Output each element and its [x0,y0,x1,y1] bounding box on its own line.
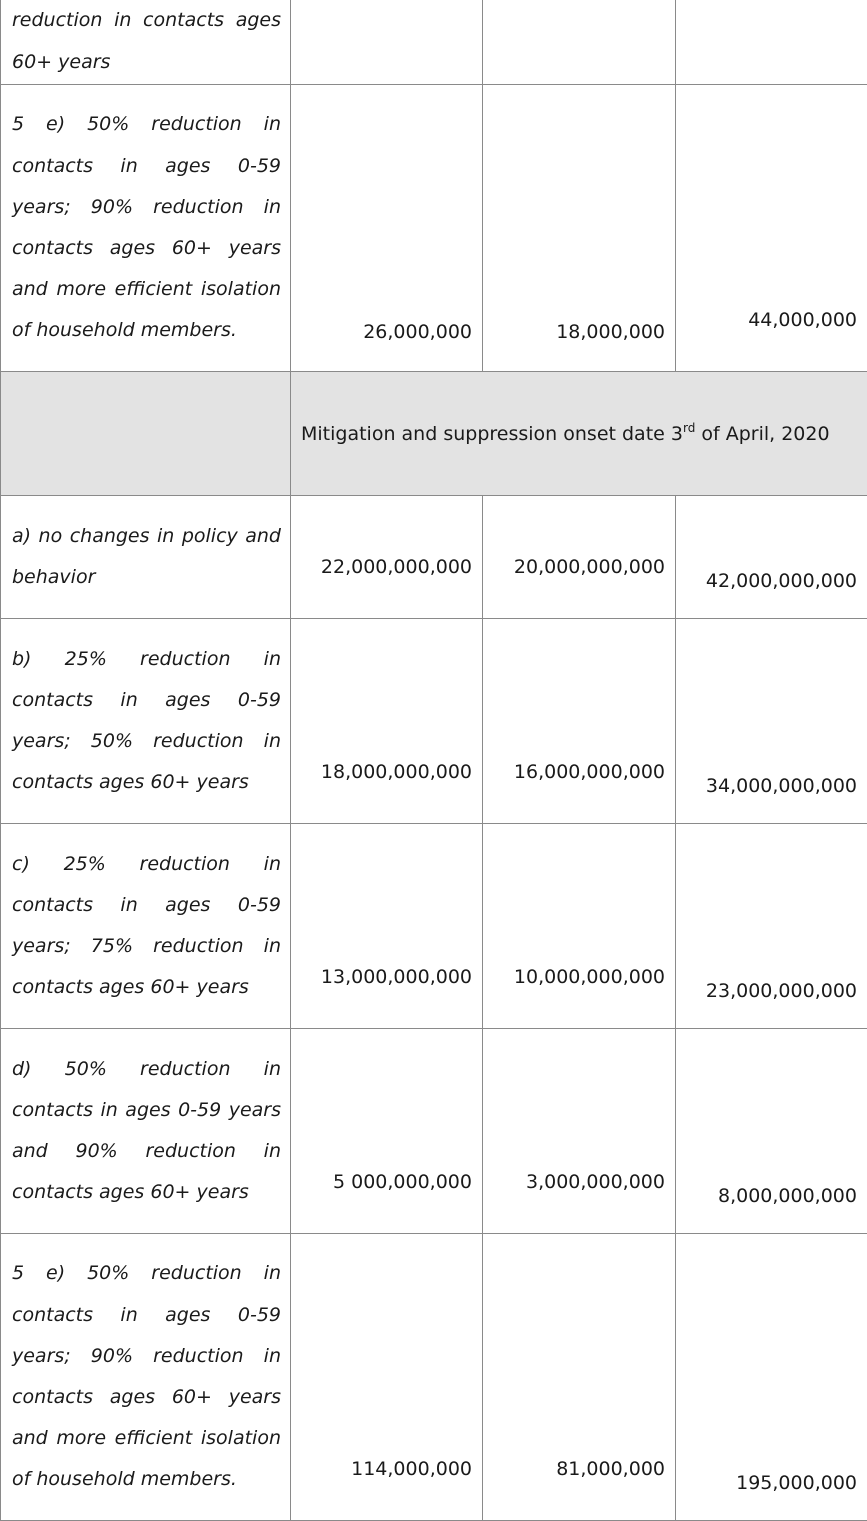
scenario-description: c) 25% reduction in contacts in ages 0-59 years; 75% reduction in contacts ages 60+ years [1,824,291,1029]
section-header-superscript: rd [683,421,695,435]
value-cell: 18,000,000,000 [291,619,483,824]
value-cell: 114,000,000 [291,1234,483,1521]
scenario-description: 5 e) 50% reduction in contacts in ages 0-59 years; 90% reduction in contacts ages 60+ years and more efficient isolation of household members. [1,1234,291,1521]
value-cell: 42,000,000,000 [676,496,867,619]
value-cell: 34,000,000,000 [676,619,867,824]
value-cell: 3,000,000,000 [483,1029,676,1234]
value-cell: 195,000,000 [676,1234,867,1521]
value-cell: 13,000,000,000 [291,824,483,1029]
value-cell [291,0,483,85]
value-cell: 10,000,000,000 [483,824,676,1029]
value-cell: 23,000,000,000 [676,824,867,1029]
scenario-description: reduction in contacts ages 60+ years [1,0,291,85]
table-row [1,85,867,372]
value-cell [483,0,676,85]
value-cell [676,0,867,85]
table-row [1,619,867,824]
value-cell: 26,000,000 [291,85,483,372]
value-cell: 44,000,000 [676,85,867,372]
section-header-empty-cell [1,372,291,496]
table-row [1,1029,867,1234]
value-cell: 22,000,000,000 [291,496,483,619]
scenario-description: 5 e) 50% reduction in contacts in ages 0-59 years; 90% reduction in contacts ages 60+ years and more efficient isolation of household members. [1,85,291,372]
value-cell: 81,000,000 [483,1234,676,1521]
table-row [1,496,867,619]
scenario-description: b) 25% reduction in contacts in ages 0-59 years; 50% reduction in contacts ages 60+ years [1,619,291,824]
section-header-text: Mitigation and suppression onset date 3 [301,423,683,445]
scenario-description: d) 50% reduction in contacts in ages 0-59 years and 90% reduction in contacts ages 60+ years [1,1029,291,1234]
table-row [1,0,867,85]
value-cell: 20,000,000,000 [483,496,676,619]
table-row [1,824,867,1029]
scenario-description: a) no changes in policy and behavior [1,496,291,619]
section-header-row [1,372,867,496]
table-row [1,1234,867,1521]
value-cell: 8,000,000,000 [676,1029,867,1234]
section-header [291,372,867,496]
value-cell: 18,000,000 [483,85,676,372]
section-header-text-end: of April, 2020 [695,423,829,445]
value-cell: 5 000,000,000 [291,1029,483,1234]
value-cell: 16,000,000,000 [483,619,676,824]
